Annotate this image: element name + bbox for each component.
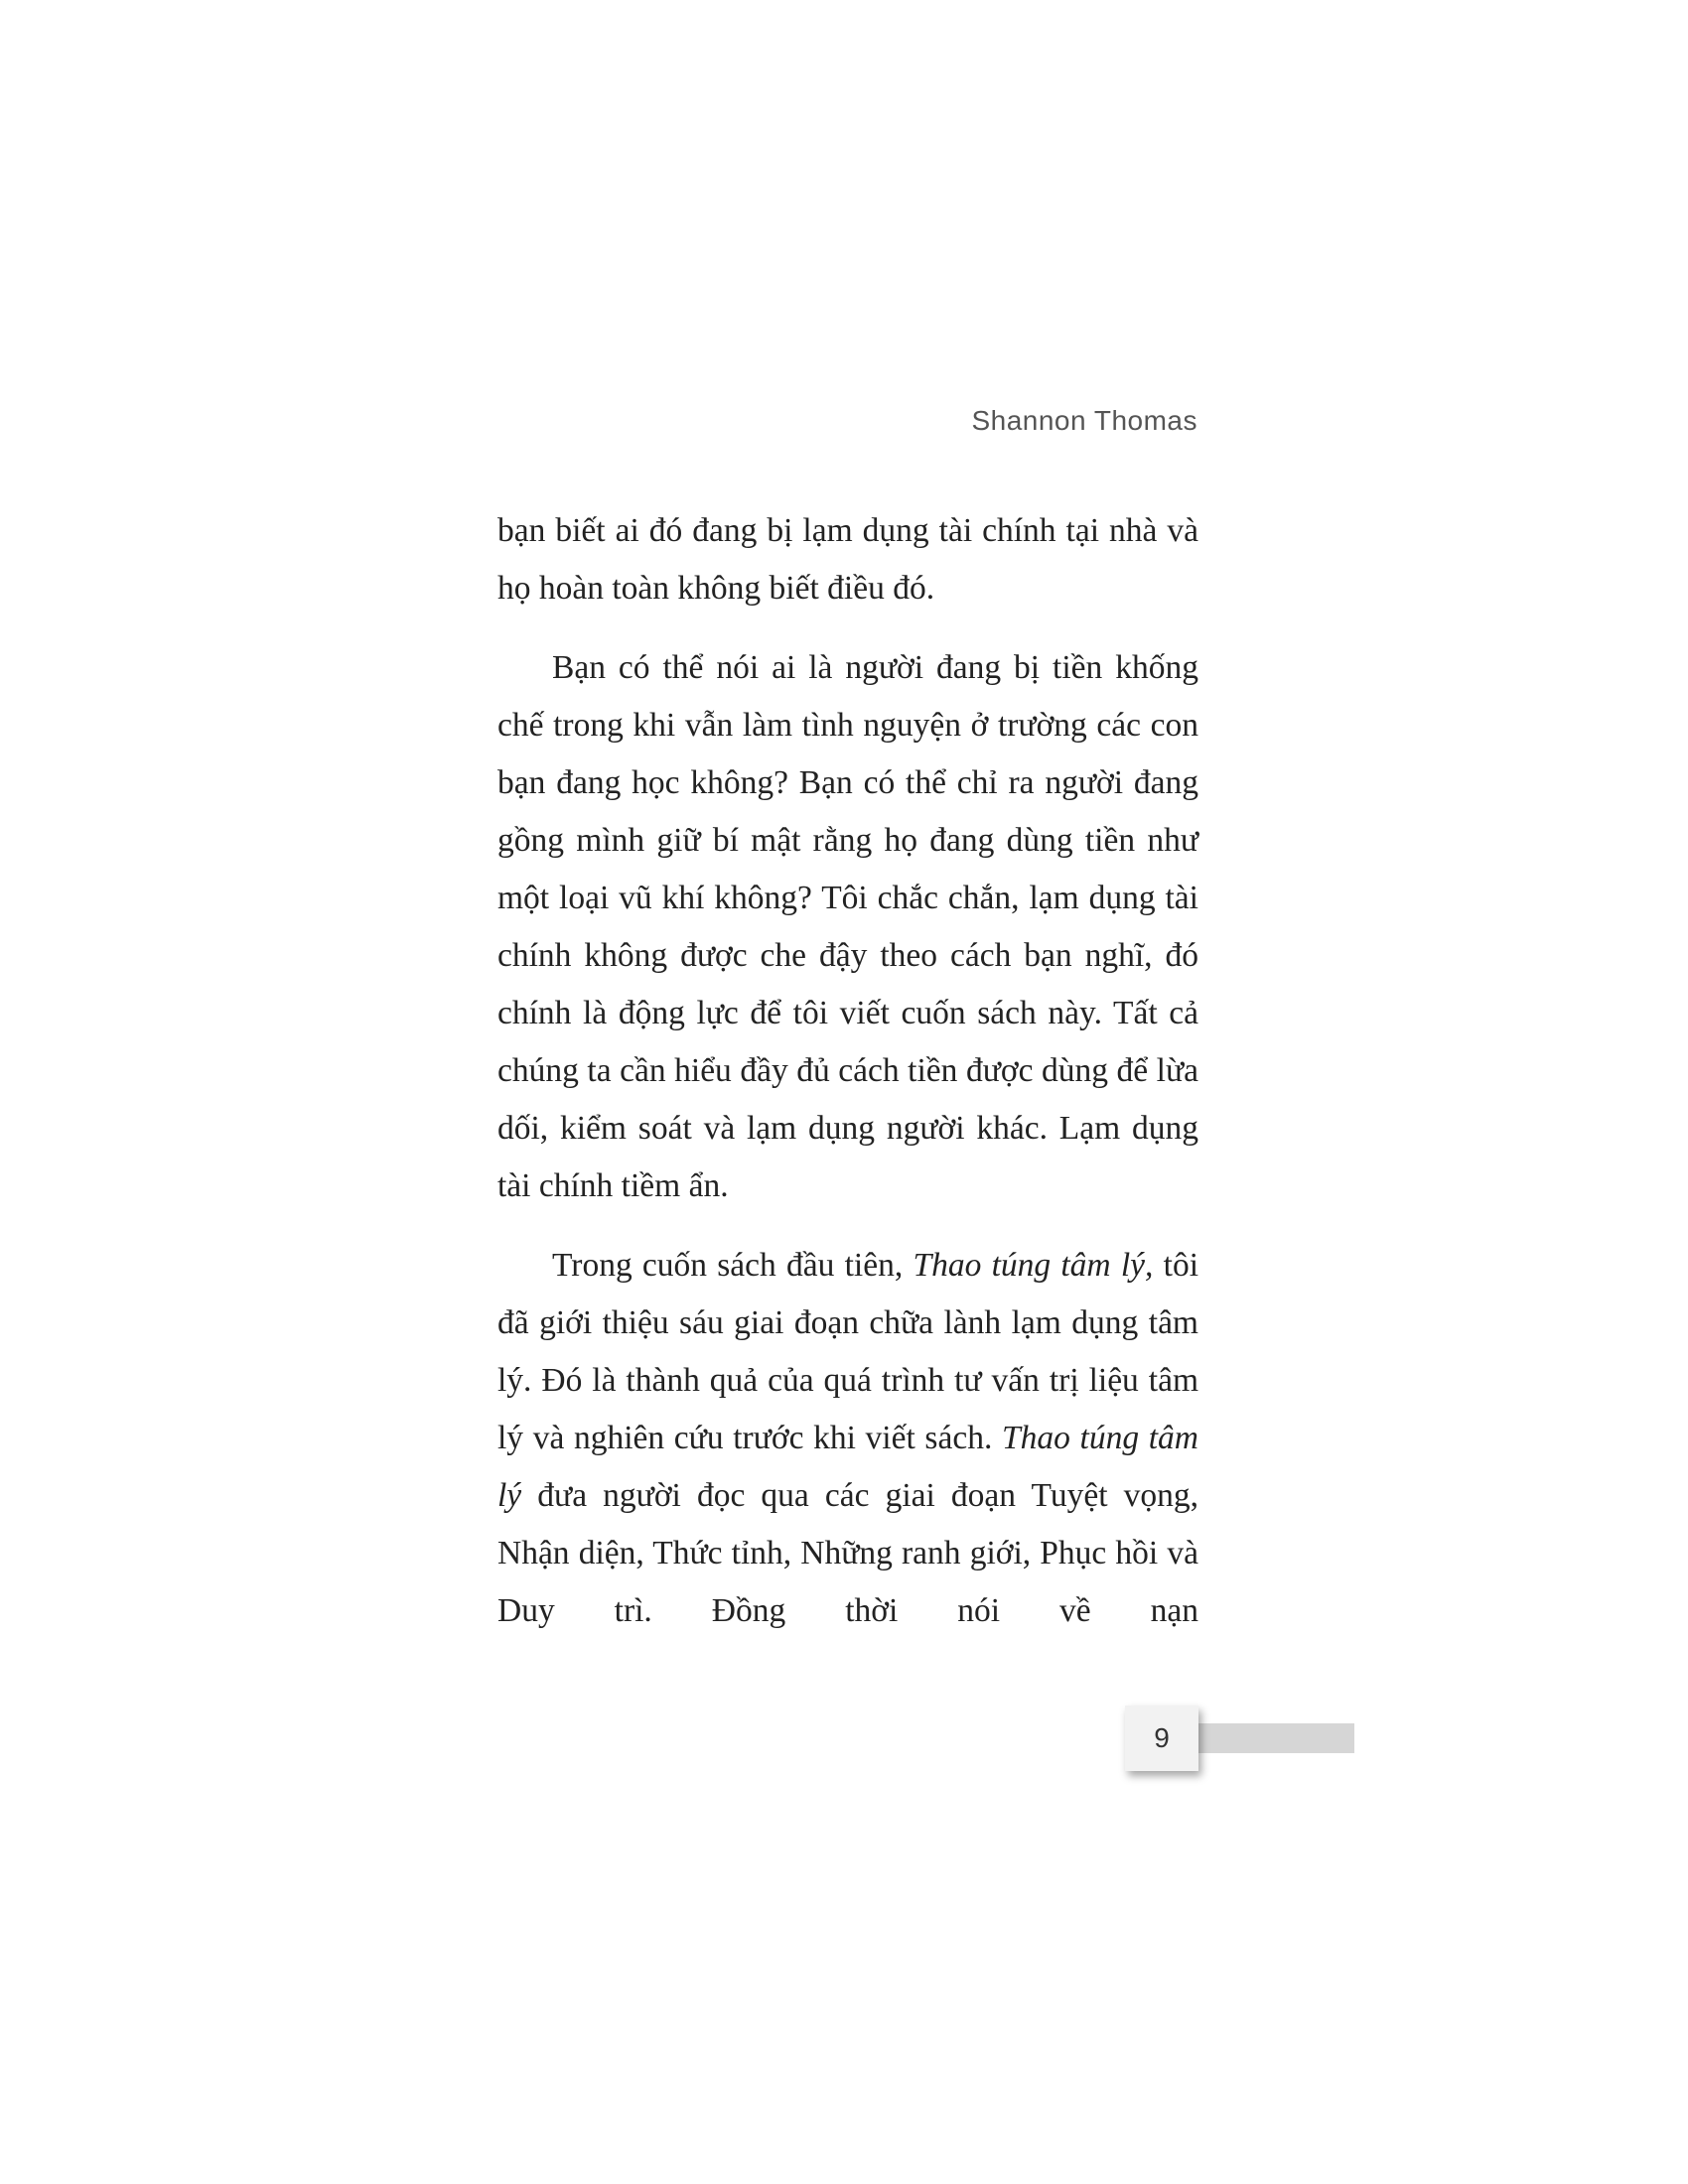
page-number: 9 xyxy=(1125,1706,1198,1771)
page-number-bar xyxy=(1192,1723,1354,1753)
running-header-author: Shannon Thomas xyxy=(971,405,1197,436)
book-title-italic-2: Thao túng tâm lý xyxy=(497,1420,1198,1514)
body-text xyxy=(497,502,1198,1662)
paragraph-3-middle: tôi đã giới thiệu sáu giai đoạn chữa lành lạm dụng tâm lý. Đó là thành quả của quá trình tư vấn trị liệu tâm lý và nghiên cứu trước khi viết sách. xyxy=(497,1247,1199,1456)
paragraph-3-end: đưa người đọc qua các giai đoạn Tuyệt vọng, Nhận diện, Thức tỉnh, Những ranh giới, Phục hồi và Duy trì. Đồng thời nói về nạn xyxy=(497,1477,1198,1629)
paragraph-3 xyxy=(497,1237,1198,1640)
paragraph-2: Bạn có thể nói ai là người đang bị tiền khống chế trong khi vẫn làm tình nguyện ở trường các con bạn đang học không? Bạn có thể chỉ ra người đang gồng mình giữ bí mật rằng họ đang dùng tiền như một loại vũ khí không? Tôi chắc chắn, lạm dụng tài chính không được che đậy theo cách bạn nghĩ, đó chính là động lực để tôi viết cuốn sách này. Tất cả chúng ta cần hiểu đầy đủ cách tiền được dùng để lừa dối, kiểm soát và lạm dụng người khác. Lạm dụng tài chính tiềm ẩn. xyxy=(497,649,1198,1204)
paragraph-3-start: Trong cuốn sách đầu tiên, xyxy=(552,1247,914,1284)
paragraph-1: bạn biết ai đó đang bị lạm dụng tài chính tại nhà và họ hoàn toàn không biết điều đó. xyxy=(497,512,1198,607)
book-title-italic: Thao túng tâm lý, xyxy=(913,1247,1154,1284)
